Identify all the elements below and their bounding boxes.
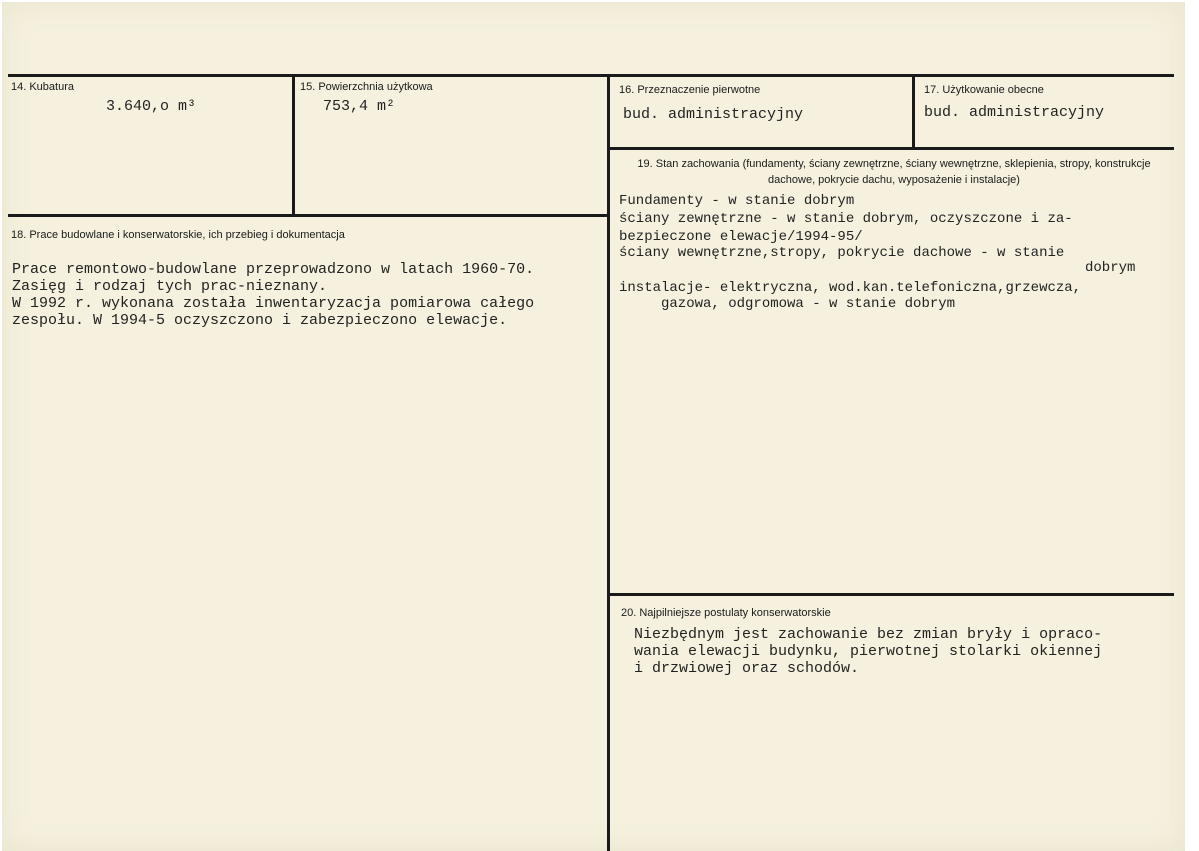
field-20-line: wania elewacji budynku, pierwotnej stolarki okiennej <box>634 643 1103 660</box>
divider-center <box>607 76 610 851</box>
field-16-value: bud. administracyjny <box>623 106 804 123</box>
field-17-label: 17. Użytkowanie obecne <box>924 84 1044 96</box>
divider-14-15 <box>292 76 295 216</box>
divider-16-17 <box>912 76 915 149</box>
field-15-value: 753,4 m² <box>323 98 396 115</box>
field-19-line: Fundamenty - w stanie dobrym <box>619 193 855 209</box>
field-17-value: bud. administracyjny <box>924 104 1105 121</box>
field-19-line: ściany wewnętrzne,stropy, pokrycie dachowe - w stanie <box>619 245 1065 261</box>
record-card <box>2 2 1185 851</box>
field-19-line: dobrym <box>1085 260 1136 276</box>
field-19-line: instalacje- elektryczna, wod.kan.telefoniczna,grzewcza, <box>619 280 1082 296</box>
field-18-line: Prace remontowo-budowlane przeprowadzono w latach 1960-70. <box>12 261 535 278</box>
field-19-line: ściany zewnętrzne - w stanie dobrym, oczyszczone i za- <box>619 211 1073 227</box>
field-18-line: Zasięg i rodzaj tych prac-nieznany. <box>12 278 328 295</box>
rule-above-18 <box>8 214 610 217</box>
rule-above-19 <box>609 147 1174 150</box>
field-16-label: 16. Przeznaczenie pierwotne <box>619 84 761 96</box>
field-15-label: 15. Powierzchnia użytkowa <box>300 81 433 93</box>
field-20-label: 20. Najpilniejsze postulaty konserwatorskie <box>621 607 831 619</box>
field-19-label: 19. Stan zachowania (fundamenty, ściany zewnętrzne, ściany wewnętrzne, sklepienia, stropy, konstrukcje dachowe, pokrycie dachu, wyposażenie i instalacje) <box>637 158 1151 186</box>
rule-above-20 <box>609 593 1174 596</box>
field-20-line: i drzwiowej oraz schodów. <box>634 660 860 677</box>
field-19-line: bezpieczone elewacje/1994-95/ <box>619 229 863 245</box>
field-14-value: 3.640,o m³ <box>106 98 197 115</box>
field-14-label: 14. Kubatura <box>11 81 74 93</box>
field-18-label: 18. Prace budowlane i konserwatorskie, ich przebieg i dokumentacja <box>11 229 345 241</box>
field-18-line: W 1992 r. wykonana została inwentaryzacja pomiarowa całego <box>12 295 535 312</box>
field-19-line: gazowa, odgromowa - w stanie dobrym <box>661 296 956 312</box>
top-rule <box>8 74 1174 77</box>
field-20-line: Niezbędnym jest zachowanie bez zmian bryły i opraco- <box>634 626 1103 643</box>
field-18-line: zespołu. W 1994-5 oczyszczono i zabezpieczono elewacje. <box>12 312 508 329</box>
